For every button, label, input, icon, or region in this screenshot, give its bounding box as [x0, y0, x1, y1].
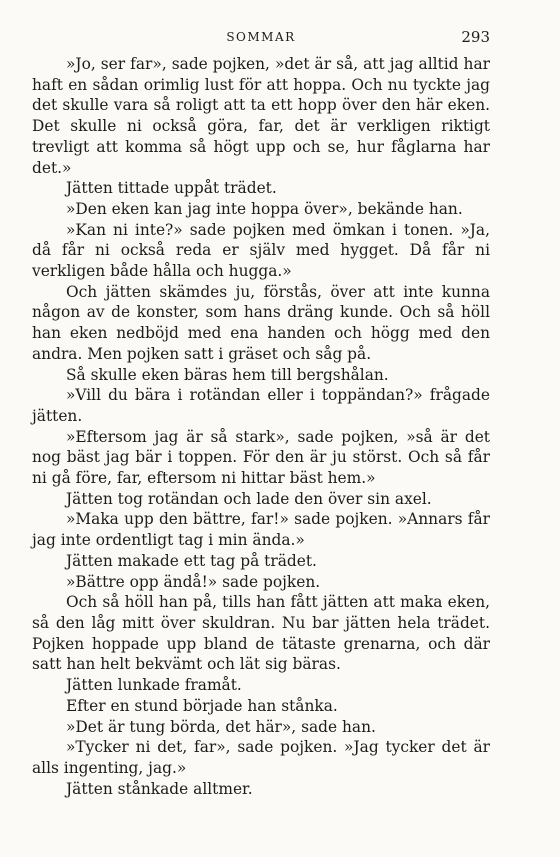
- paragraph: »Tycker ni det, far», sade pojken. »Jag tycker det är alls ingenting, jag.»: [32, 738, 490, 777]
- page-header: [32, 30, 490, 52]
- paragraph: »Kan ni inte?» sade pojken med ömkan i tonen. »Ja, då får ni också reda er själv med hygget. Då får ni verkligen både hålla och hugga.»: [32, 220, 490, 281]
- running-head: SOMMAR: [226, 30, 296, 44]
- paragraph: Jätten tog rotändan och lade den över sin axel.: [66, 489, 432, 508]
- paragraph: Jätten lunkade framåt.: [66, 676, 242, 695]
- paragraph: »Vill du bära i rotändan eller i toppändan?» frågade jätten.: [32, 386, 490, 425]
- paragraph: Och så höll han på, tills han fått jätten att maka eken, så den låg mitt över skuldran. Nu bar jätten hela trädet. Pojken hoppade upp bland de tätaste grenarna, och där satt han helt bekvämt och lät sig bäras.: [32, 593, 490, 674]
- paragraph: Jätten tittade uppåt trädet.: [66, 179, 277, 198]
- paragraph: Så skulle eken bäras hem till bergshålan.: [66, 365, 389, 384]
- book-page: [32, 30, 490, 799]
- paragraph: »Maka upp den bättre, far!» sade pojken. »Annars får jag inte ordentligt tag i min ända.»: [32, 510, 490, 550]
- paragraph: Efter en stund började han stånka.: [66, 696, 338, 715]
- paragraph: »Den eken kan jag inte hoppa över», bekände han.: [66, 199, 463, 218]
- paragraph: »Bättre opp ändå!» sade pojken.: [66, 572, 321, 591]
- paragraph: Jätten makade ett tag på trädet.: [66, 551, 317, 570]
- page-number: 293: [461, 28, 490, 46]
- paragraph: »Jo, ser far», sade pojken, »det är så, att jag alltid har haft en sådan orimlig lust för att hoppa. Och nu tyckte jag det skulle vara så roligt att ta ett hopp över den här eken. Det skulle ni också göra, far, det är verkligen riktigt trevligt att komma så högt upp och se, hur fåglarna har det.»: [32, 55, 490, 177]
- paragraph: »Det är tung börda, det här», sade han.: [66, 717, 376, 736]
- paragraph: »Eftersom jag är så stark», sade pojken, »så är det nog bäst jag bär i toppen. För den är ju störst. Och så får ni gå före, far, eftersom ni hittar bäst hem.»: [32, 427, 490, 488]
- paragraph: Och jätten skämdes ju, förstås, över att inte kunna någon av de konster, som hans dräng kunde. Och så höll han eken nedböjd med ena handen och högg med den andra. Men pojken satt i gräset och såg på.: [32, 282, 490, 363]
- body-text: [32, 54, 490, 799]
- paragraph: Jätten stånkade alltmer.: [66, 779, 253, 798]
